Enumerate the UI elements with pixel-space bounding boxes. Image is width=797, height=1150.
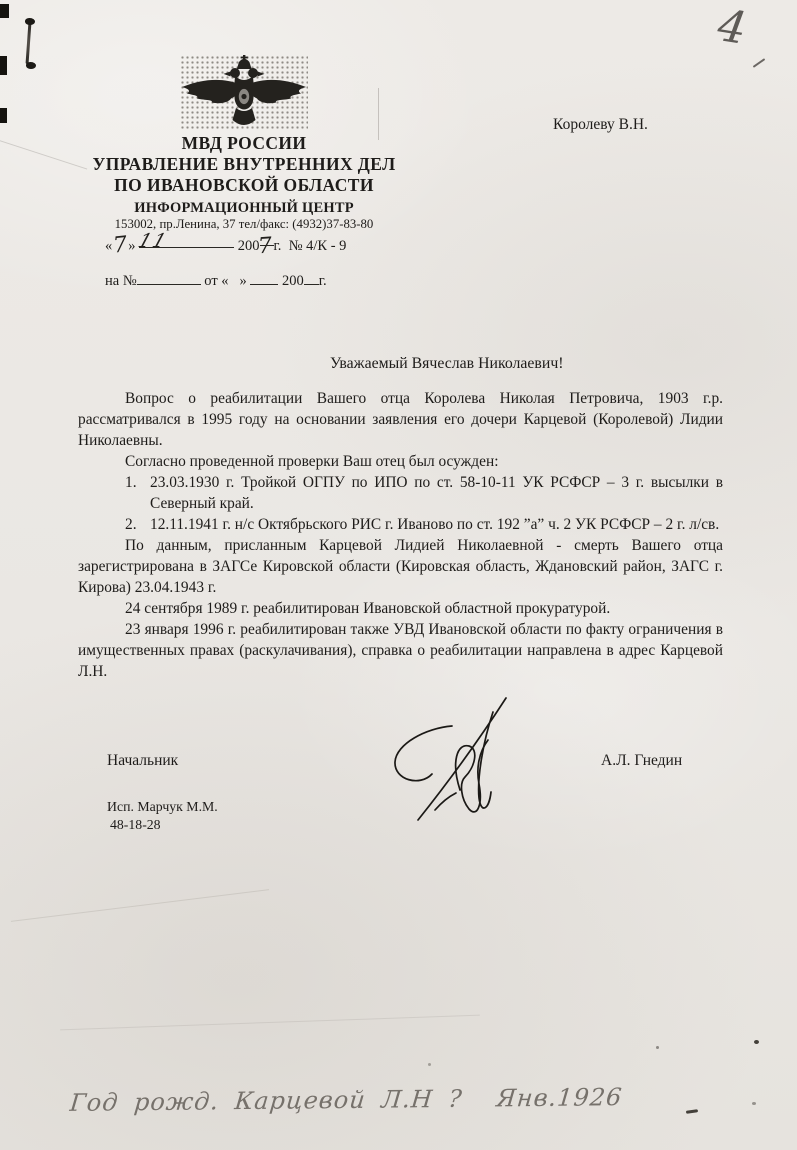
ref-day-blank (250, 270, 278, 285)
executor-phone: 48-18-28 (110, 817, 161, 832)
list-number: 2. (125, 516, 137, 533)
list-item (78, 514, 723, 535)
year-printed: 200 (237, 238, 260, 254)
ref-year-suffix: г. (318, 273, 327, 289)
department-name: ИНФОРМАЦИОННЫЙ ЦЕНТР (134, 200, 354, 216)
year-suffix: г. (273, 238, 282, 254)
handwritten-tick (753, 58, 766, 68)
paragraph-check-result: Согласно проведенной проверки Ваш отец был осужден: (125, 453, 499, 470)
ref-from: от « (204, 273, 229, 289)
executor-name: Исп. Марчук М.М. (107, 799, 218, 814)
org-name-line1: МВД РОССИИ (181, 133, 307, 153)
close-quote: » (128, 238, 136, 254)
list-number: 1. (125, 474, 137, 491)
letterhead (55, 55, 433, 232)
paragraph-rehabilitation-question: Вопрос о реабилитации Вашего отца Королева Николая Петровича, 1903 г.р. рассматривался в 1995 году на основании заявления его дочери Карцевой (Королевой) Лидии Николаевны. (78, 390, 723, 449)
letter-body (78, 388, 723, 682)
signer-position: Начальник (107, 752, 179, 769)
open-quote: « (105, 238, 113, 254)
mvd-double-headed-eagle-icon (180, 55, 308, 131)
ref-year-blank (304, 270, 319, 285)
date-number-line (105, 230, 347, 260)
ink-speck (752, 1102, 756, 1105)
staple-mark (24, 18, 34, 68)
ref-number-blank (137, 270, 201, 285)
handwritten-note-answer: Янв.1926 (495, 1083, 624, 1113)
handwritten-note-question: Год рожд. Карцевой Л.Н ? (68, 1084, 464, 1117)
scan-edge-mark (0, 56, 7, 75)
salutation: Уважаемый Вячеслав Николаевич! (330, 355, 564, 372)
ink-speck (686, 1109, 698, 1114)
signer-name: А.Л. Гнедин (601, 752, 683, 769)
reference-line (105, 270, 327, 290)
emblem-halftone-background (180, 55, 308, 131)
org-name-line3: ПО ИВАНОВСКОЙ ОБЛАСТИ (114, 175, 374, 195)
handwritten-year-digit: 7 (256, 233, 273, 260)
paper-crease (11, 889, 269, 922)
handwritten-note (69, 1083, 624, 1117)
handwritten-month: 11 (135, 230, 171, 252)
list-item-text: 12.11.1941 г. н/с Октябрьского РИС г. Иваново по ст. 192 ”а” ч. 2 УК РСФСР – 2 г. л/св. (150, 516, 720, 533)
ink-speck (754, 1040, 759, 1044)
addressee: Королеву В.Н. (553, 116, 648, 133)
document-number: № 4/К - 9 (288, 238, 347, 254)
paragraph-death-record: По данным, присланным Карцевой Лидией Николаевной - смерть Вашего отца зарегистрирована в ЗАГСе Кировской области (Кировская область, Ждановский район, ЗАГС г. Кирова) 23.04.1943 г. (78, 537, 723, 596)
ref-year-printed: 200 (281, 273, 304, 289)
paragraph-rehab-1996: 23 января 1996 г. реабилитирован также УВД Ивановской области по факту ограничения в имущественных правах (раскулачивания), справка о реабилитации направлена в адрес Карцевой Л.Н. (78, 621, 723, 680)
scan-edge-mark (0, 108, 7, 123)
signature-scribble (380, 690, 540, 840)
ink-speck (656, 1046, 659, 1049)
handwritten-page-number: 4 (714, 0, 750, 55)
org-name-line2: УПРАВЛЕНИЕ ВНУТРЕННИХ ДЕЛ (92, 154, 396, 174)
list-item (78, 472, 723, 514)
ink-speck (428, 1063, 431, 1066)
handwritten-day: 7 (112, 232, 129, 259)
scan-edge-mark (0, 4, 9, 18)
year-blank (256, 231, 274, 260)
ref-close-quote: » (239, 273, 247, 289)
ref-prefix: на № (105, 273, 137, 289)
paper-crease (60, 1015, 480, 1031)
paragraph-rehab-1989: 24 сентября 1989 г. реабилитирован Ивановской областной прокуратурой. (125, 600, 611, 617)
month-blank-line (135, 230, 234, 252)
org-address-phone: 153002, пр.Ленина, 37 тел/факс: (4932)37-83-80 (114, 217, 374, 231)
list-item-text: 23.03.1930 г. Тройкой ОГПУ по ИПО по ст. 58-10-11 УК РСФСР – 3 г. высылки в Северный край. (150, 474, 723, 512)
